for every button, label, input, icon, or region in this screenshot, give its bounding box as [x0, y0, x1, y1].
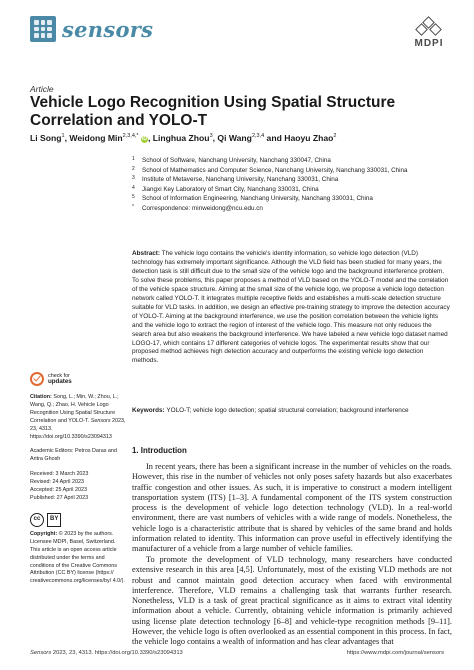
citation-journal: Sensors — [90, 417, 111, 424]
section-title: 1. Introduction — [132, 446, 187, 455]
author-list — [30, 133, 450, 143]
author-affiliation: 2,3,4 — [251, 133, 265, 140]
footer-citation — [30, 650, 183, 656]
check-line1: check for — [48, 372, 70, 379]
check-line2: updates — [48, 378, 72, 385]
article-type: Article — [30, 84, 54, 94]
received-date: Received: 3 March 2023 — [30, 471, 89, 478]
affiliation-item: 2 School of Mathematics and Computer Science, Nanchang University, Nanchang 330031, China — [132, 165, 408, 174]
author-separator: , — [64, 133, 70, 143]
copyright-text: © 2023 by the authors. Licensee MDPI, Basel, Switzerland. This article is an open access article distributed under the terms and conditions of the Creative Commons Attribution (CC BY) license (https:// creativecommons.org/licenses/by/ 4.0/). — [30, 530, 125, 585]
sensors-logo-icon — [30, 16, 56, 42]
author[interactable]: Linghua Zhou — [152, 133, 210, 143]
abstract-label: Abstract: — [132, 250, 161, 257]
citation-text: Song, L.; Min, W.; Zhou, L.; Wang, Q.; Zhao, H. Vehicle Logo Recognition Using Spatial Structure Correlation and YOLO-T. — [30, 394, 119, 424]
abstract — [132, 250, 450, 366]
article-title: Vehicle Logo Recognition Using Spatial Structure Correlation and YOLO-T — [30, 94, 396, 129]
keywords — [132, 406, 452, 415]
publisher-name: MDPI — [414, 38, 444, 49]
accepted-date: Accepted: 25 April 2023 — [30, 487, 87, 494]
author[interactable]: Qi Wang — [217, 133, 252, 143]
author-separator: and — [264, 133, 285, 143]
abstract-text: The vehicle logo contains the vehicle's identity information, so vehicle logo detection (VLD) technology has extremely important significance. Although the VLD field has been studied for many years, the detection task is still difficult due to the small size of the vehicle logo and the background interference problem. To solve these problems, this paper proposes a method of VLD based on the YOLO-T model and the correlation of the vehicle space structure. Aiming at the small size of the vehicle logo, we propose a vehicle logo detection network called YOLO-T. It integrates multiple receptive fields and establishes a multi-scale detection structure suitable for VLD tasks. In addition, we design an effective pre-training strategy to improve the detection accuracy of YOLO-T. Aiming at the background interference, we use the position correlation between the vehicle lights and the vehicle logo to extract the region of interest of the vehicle logo. This measure not only reduces the search area but also weakens the background interference. We have labeled a new vehicle logo dataset named LOGO-17, which contains 17 different categories of vehicle logos. The experimental results show that our proposed method achieves high detection accuracy and outperforms the existing vehicle logo detection methods. — [132, 250, 450, 365]
published-date: Published: 27 April 2023 — [30, 494, 89, 501]
author-affiliation: 1 — [61, 133, 65, 140]
citation — [30, 394, 126, 441]
footer-journal-link[interactable]: https://www.mdpi.com/journal/sensors — [346, 650, 444, 656]
keywords-label: Keywords: — [132, 407, 165, 414]
journal-logo[interactable] — [30, 16, 153, 42]
revised-date: Revised: 24 April 2023 — [30, 479, 84, 486]
citation-doi-link[interactable]: 2023, 23, 4313. https://doi.org/10.3390/s23094313 — [30, 417, 126, 440]
correspondence[interactable]: * Correspondence: minweidong@ncu.edu.cn — [132, 203, 263, 212]
affiliation-item: 3 Institute of Metaverse, Nanchang University, Nanchang 330031, China — [132, 175, 339, 184]
author-affiliation: 3 — [209, 133, 213, 140]
creative-commons-icon: cc — [30, 513, 44, 527]
author[interactable]: Haoyu Zhao — [284, 133, 334, 143]
sidebar — [30, 372, 126, 593]
author-separator: , — [212, 133, 218, 143]
footer-journal: Sensors — [30, 650, 52, 656]
by-icon: BY — [47, 513, 61, 527]
author[interactable]: Li Song — [30, 133, 62, 143]
body-paragraph: In recent years, there has been a significant increase in the number of vehicles on the roads. However, this rise in the number of vehicles not only poses safety hazards but also exacerbates traffic congestion and other issues. As such, it is imperative to construct a modern intelligent transportation system (ITS) [1–3]. A fundamental component of the ITS system construction process is the development of vehicle logo detection technology (VLD). In a real-world environment, there are vast numbers of vehicles with a wide range of models. Nonetheless, the vehicle logo is a characteristic attribute that is shared by vehicles of the same brand and holds information related to identity. This information can prove useful in effectively identifying the manufacturer of a vehicle from a large number of vehicle families. — [132, 462, 452, 554]
dates — [30, 471, 126, 503]
copyright — [30, 531, 126, 586]
journal-name: sensors — [62, 16, 154, 42]
copyright-label: Copyright: — [30, 530, 58, 537]
page-footer — [30, 650, 444, 656]
check-for-updates-button[interactable] — [30, 372, 126, 386]
academic-editors: Academic Editors: Petros Daras and Aritra Ghosh — [30, 448, 117, 463]
author[interactable]: Weidong Min — [69, 133, 123, 143]
author-separator: , — [147, 133, 153, 143]
check-updates-icon — [30, 372, 44, 386]
mdpi-logo-icon — [414, 18, 444, 38]
body-paragraph: To promote the development of VLD technology, many researchers have conducted extensive research in this area [4,5]. Unfortunately, most of the existing VLD methods are not robust and cannot maintain good detection accuracy when faced with environmental interference. Therefore, VLD remains a challenging task that warrants further research. Nonetheless, VLD is a task of great practical significance as it aims to extract vital identity information about a vehicle. Currently, obtaining vehicle information is primarily achieved using license plate detection technology [6–8] and vehicle-type recognition methods [9–11]. However, the vehicle logo is often overlooked as an essential component in this process. In fact, the vehicle logo contains a wealth of information and has clear advantages that — [132, 555, 452, 647]
publisher-logo[interactable] — [414, 18, 444, 49]
affiliation-item: 5 School of Information Engineering, Nanchang University, Nanchang 330031, China — [132, 194, 373, 203]
cc-license-badge[interactable] — [30, 513, 126, 527]
author-affiliation: 2 — [333, 133, 337, 140]
footer-doi-link[interactable]: 2023, 23, 4313. https://doi.org/10.3390/s23094313 — [52, 650, 183, 656]
affiliations — [132, 156, 452, 214]
author-affiliation: 2,3,4,* — [122, 133, 139, 140]
citation-label: Citation: — [30, 394, 52, 400]
keywords-text: YOLO-T; vehicle logo detection; spatial structural correlation; background interference — [166, 407, 409, 414]
affiliation-item: 1 School of Software, Nanchang University, Nanchang 330047, China — [132, 156, 331, 164]
orcid-icon[interactable]: iD — [141, 136, 147, 142]
journal-header — [30, 14, 444, 54]
affiliation-item: 4 Jiangxi Key Laboratory of Smart City, Nanchang 330031, China — [132, 184, 319, 193]
